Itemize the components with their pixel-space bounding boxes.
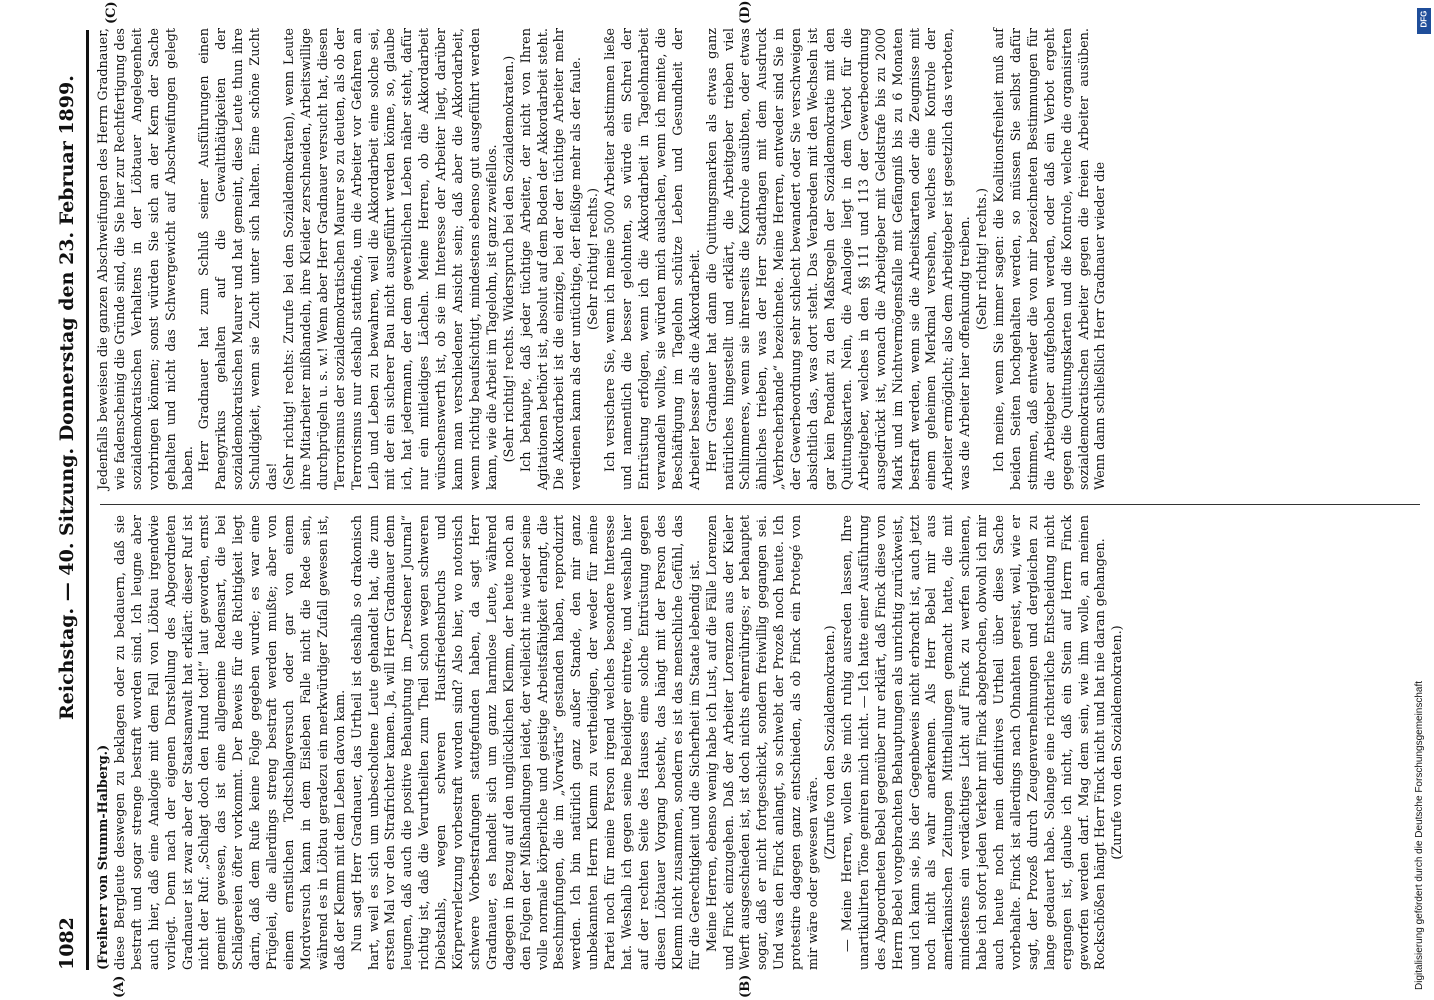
marker-b: (B) bbox=[738, 974, 753, 998]
paragraph: Herr Gradnauer hat dann die Quittungsmarken als etwas ganz natürliches hingestellt und erklärt, die Arbeitgeber trieben viel Schlimmeres, wenn sie ihrerseits die Kontrole ausübten, oder etwas ähnliches trieben, was der Herr Stadthagen mit dem Ausdruck „Verbrecherbande“ bezeichnete. Meine Herren, entweder sind Sie in der Gewerbeordnung sehr schlecht bewandert oder Sie verschweigen absichtlich das, was dort steht. Das Verabreden mit den Wechseln ist gar kein Pendant zu den Maßregeln der Sozialdemokratie mit den Quittungskarten. Nein, die Analogie liegt in dem Verbot für die Arbeitgeber, welches in den §§ 111 und 113 der Gewerbeordnung ausgedrückt ist, wonach die Arbeitgeber mit Geldstrafe bis zu 2000 Mark und im Nichtvermögensfalle mit Gefängniß bis zu 6 Monaten bestraft werden, wenn sie die Arbeitskarten oder die Zeugnisse mit einem geheimen Merkmal versehen, welches eine Kontrole der Arbeiter ermöglicht; also dem Arbeitgeber ist gesetzlich das verboten, was die Arbeiter hier offenkundig treiben. bbox=[704, 28, 974, 490]
paragraph: Nun sagt Herr Gradnauer, das Urtheil ist deshalb so drakonisch hart, weil es sich um unbescholtene Leute gehandelt hat, die zum ersten Mal vor den Strafrichter kamen. Ja, will Herr Gradnauer denn leugnen, daß auch die positive Behauptung im „Dresdener Journal“ richtig ist, daß die Verurtheilten zum Theil schon wegen schweren Diebstahls, wegen schweren Hausfriedensbruchs und Körperverletzung vorbestraft worden sind? Also hier, wo notorisch schwere Vorbestrafungen stattgefunden haben, da sagt Herr Gradnauer, es handelt sich um ganz harmlose Leute, während dagegen in Bezug auf den unglücklichen Klemm, der heute noch an den Folgen der Mißhandlungen leidet, der vielleicht nie wieder seine volle normale körperliche und geistige Arbeitsfähigkeit erlangt, die Beschimpfungen, die im „Vorwärts“ gestanden haben, reproduzirt werden. Ich bin natürlich ganz außer Stande, den mir ganz unbekannten Herrn Klemm zu vertheidigen, der weder für meine Partei noch für meine Person irgend welches besondere Interesse hat. Weshalb ich gegen seine Beleidiger eintrete, und weshalb hier auf der rechten Seite des Hauses eine solche Entrüstung gegen diesen Löbtauer Vorgang besteht, das hängt mit der Person des Klemm nicht zusammen, sondern es ist das menschliche Gefühl, das für die Gerechtigkeit und die Sicherheit im Staate lebendig ist. bbox=[349, 515, 703, 970]
interjection: (Sehr richtig! rechts.) bbox=[975, 188, 991, 330]
paragraph: Herr Gradnauer hat zum Schluß seiner Ausführungen einen Panegyrikus gehalten auf die Gewaltthätigkeiten der sozialdemokratischen Maurer und hat gemeint, diese Leute thun ihre Schuldigkeit, wenn sie Zucht unter sich halten. Eine schöne Zucht das! bbox=[197, 28, 281, 490]
paragraph: Meine Herren, ebenso wenig habe ich Lust, auf die Fälle Lorenzen und Finck einzugehen. Daß der Arbeiter Lorenzen aus der Kieler Werft ausgeschieden ist, ist doch nichts ehrenrühriges; er behauptet sogar, daß er nicht fortgeschickt, sondern freiwillig gegangen sei. Und was den Finck anlangt, so schwebt der Prozeß noch heute. Ich protestire dagegen ganz entschieden, als ob Finck ein Protegé von mir wäre oder gewesen wäre. bbox=[704, 515, 822, 970]
page-number: 1082 bbox=[56, 917, 78, 970]
speaker-name: (Freiherr von Stumm-Halberg.) bbox=[96, 744, 111, 970]
running-title: Reichstag. — 40. Sitzung. Donnerstag den 23. Februar 1899. bbox=[56, 75, 78, 720]
paragraph: Ich behaupte, daß jeder tüchtige Arbeiter, der nicht von Ihren Agitationen bethört ist, absolut auf dem Boden der Akkordarbeit steht. Die Akkordarbeit ist die einzige, bei der der tüchtige Arbeiter mehr verdienen kann als der untüchtige, der fleißige mehr als der faule. bbox=[518, 28, 585, 490]
paragraph: Ich meine, wenn Sie immer sagen: die Koalitionsfreiheit muß auf beiden Seiten hochgehalten werden, so müssen Sie selbst dafür stimmen, daß entweder die von mir bezeichneten Bestimmungen für die Arbeitgeber aufgehoben werden, oder daß ein Verbot ergeht gegen die Quittungskarten und die Kontrole, welche die organisirten sozialdemokratischen Arbeiter gegen die freien Arbeiter ausüben. Wenn dann schließlich Herr Gradnauer wieder die bbox=[992, 28, 1109, 490]
right-column bbox=[96, 28, 1110, 490]
left-column bbox=[96, 515, 1127, 970]
interjection: (Zurufe von den Sozialdemokraten.) bbox=[1110, 625, 1126, 860]
paragraph: Jedenfalls beweisen die ganzen Abschweifungen des Herrn Gradnauer, wie fadenscheinig die Gründe sind, die Sie hier zur Rechtfertigung des sozialdemokratischen Verhaltens in der Löbtauer Angelegenheit vorbringen können; sonst würden Sie sich an der Kern der Sache gehalten und nicht das Schwergewicht auf Abschweifungen gelegt haben. bbox=[96, 28, 196, 490]
marker-a: (A) bbox=[112, 975, 127, 998]
interjection: (Sehr richtig! rechts.) bbox=[586, 188, 602, 330]
marker-d: (D) bbox=[738, 0, 753, 24]
marker-c: (C) bbox=[104, 1, 119, 24]
interjection: (Zurufe von den Sozialdemokraten.) bbox=[822, 625, 838, 860]
paragraph: — Meine Herren, wollen Sie mich ruhig ausreden lassen, Ihre unartikulirten Töne geniren mich nicht. — Ich hatte einer Ausführung des Abgeordneten Bebel gegenüber nur erklärt, daß Finck diese von Herrn Bebel vorgebrachten Behauptungen als unrichtig zurückweist, und ich kann sie, bis der Gegenbeweis nicht erbracht ist, auch jetzt noch nicht als wahr anerkennen. Als Herr Bebel mir aus amerikanischen Zeitungen Mittheilungen gemacht hatte, die mit mindestens ein verdächtiges Licht auf Finck zu werfen schienen, habe ich sofort jeden Verkehr mit Finck abgebrochen, obwohl ich mir auch heute noch mein definitives Urtheil über diese Sache vorbehalte. Finck ist allerdings nach Ohnahten gereist, weil, wie er sagt, der Prozeß durch Zeugenvernehmungen und dergleichen zu lange gedauert habe. Solange eine richterliche Entscheidung nicht ergangen ist, glaube ich nicht, daß ein Stein auf Herrn Finck geworfen werden darf. Mag dem sein, wie ihm wolle, an meinen Rockschößen hängt Herr Finck nicht und hat nie daran gehangen. bbox=[839, 515, 1109, 970]
header-rule bbox=[86, 30, 89, 970]
dfg-logo: DFG bbox=[1417, 8, 1431, 34]
column-divider bbox=[100, 504, 1420, 505]
paragraph: Ich versichere Sie, wenn ich meine 5000 Arbeiter abstimmen ließe und namentlich die besser gelohnten, so würde ein Schrei der Entrüstung erfolgen, wenn ich die Akkordarbeit in Tagelohnarbeit verwandeln wollte, sie würden mich auslachen, wenn ich meinte, die Beschäftigung im Tagelohn schütze Leben und Gesundheit der Arbeiter besser als die Akkordarbeit. bbox=[603, 28, 703, 490]
interjection: (Sehr richtig! rechts: Zurufe bei den Sozialdemokraten), wenn Leute ihre Mitarbeiter mißhandeln, ihre Kleider zerschneiden, Arbeitswillige durchprügeln u. s. w.! Wenn aber Herr Gradnauer versucht hat, diesen Terrorismus der sozialdemokratischen Maurer so zu deuten, als ob der Terrorismus nur deshalb stattfinde, um die Arbeiter vor Gefahren an Leib und Leben zu bewahren, weil die Akkordarbeit eine solche sei, mit der ein sicherer Bau nicht ausgeführt werden könne, so, glaube ich, hat jedermann, der dem gewerblichen Leben näher steht, dafür nur ein mitleidiges Lächeln. Meine Herren, ob die Akkordarbeit wünschenswerth ist, ob sie im Interesse der Arbeiter liegt, darüber kann man verschiedener Ansicht sein; daß aber die Akkordarbeit, wenn richtig beaufsichtigt, mindestens ebenso gut ausgeführt werden kann, wie die Arbeit im Tagelohn, ist ganz zweifellos. bbox=[281, 28, 500, 490]
paragraph: diese Bergleute deswegen zu beklagen oder zu bedauern, daß sie bestraft und sogar strenge bestraft worden sind. Ich leugne aber auch hier, daß eine Analogie mit dem Fall von Löbtau irgendwie vorliegt. Denn nach der eigenen Darstellung des Abgeordneten Gradnauer ist zwar aber der Staatsanwalt hat erklärt: dieser Ruf ist nicht der Ruf: „Schlagt doch den Hund todt!“ laut geworden, ernst gemeint gewesen, das ist eine allgemeine Redensart, die bei Schlägereien öfter vorkommt. Der Beweis für die Richtigkeit liegt darin, daß dem Rufe keine Folge gegeben wurde; es war eine Prügelei, die allerdings streng bestraft werden mußte; aber von einem ernstlichen Todtschlagversuch oder gar von einem Mordversuch kann in dem Eisleben Falle nicht die Rede sein, während es in Löbtau geradezu ein merkwürdiger Zufall gewesen ist, daß der Klemm mit dem Leben davon kam. bbox=[112, 515, 348, 970]
interjection: (Sehr richtig! rechts. Widerspruch bei den Sozialdemokraten.) bbox=[501, 55, 517, 463]
dfg-credit: Digitalisierung gefördert durch die Deutsche Forschungsgemeinschaft bbox=[1414, 680, 1425, 990]
